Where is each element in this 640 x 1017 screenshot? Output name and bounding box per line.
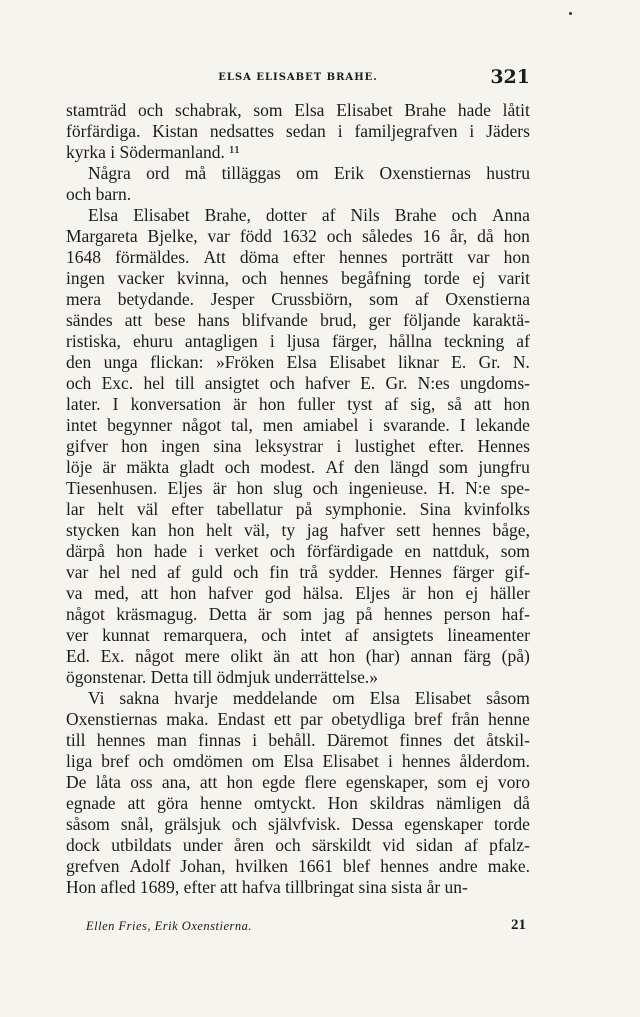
text-line: lar helt väl efter tabellatur på symphonie. Sina kvinfolks bbox=[66, 499, 530, 519]
page-header bbox=[66, 66, 530, 90]
text-line: Några ord må tilläggas om Erik Oxenstiernas hustru bbox=[88, 163, 530, 183]
text-line: liga bref och omdömen om Elsa Elisabet i hennes ålderdom. bbox=[66, 751, 530, 771]
text-line: ögonstenar. Detta till ödmjuk underrättelse.» bbox=[66, 667, 379, 687]
ink-speck bbox=[569, 12, 572, 15]
text-line: intet begynner något tal, men amiabel i svarande. I lekande bbox=[66, 415, 530, 435]
text-line: Margareta Bjelke, var född 1632 och således 16 år, då hon bbox=[66, 226, 530, 246]
text-line: var hel ned af guld och fin trå sydder. Hennes färger gif- bbox=[66, 562, 530, 582]
body-text bbox=[66, 100, 530, 898]
text-line: till hennes man finnas i behåll. Däremot finnes det åtskil- bbox=[66, 730, 530, 750]
text-line: kyrka i Södermanland. ¹¹ bbox=[66, 142, 240, 162]
sheet-number: 21 bbox=[511, 917, 526, 933]
footer-signature: Ellen Fries, Erik Oxenstierna. bbox=[86, 919, 253, 933]
text-line: Hon afled 1689, efter att hafva tillbringat sina sista år un- bbox=[66, 877, 468, 897]
text-line: grefven Adolf Johan, hvilken 1661 blef hennes andre make. bbox=[66, 856, 530, 876]
text-line: De låta oss ana, att hon egde flere egenskaper, som ej voro bbox=[66, 772, 530, 792]
text-line: Vi sakna hvarje meddelande om Elsa Elisabet såsom bbox=[88, 688, 530, 708]
running-title: ELSA ELISABET BRAHE. bbox=[218, 72, 378, 83]
text-line: något kräsmagug. Detta är som jag på hennes person haf- bbox=[66, 604, 530, 624]
text-line: Oxenstiernas maka. Endast ett par obetydliga bref från henne bbox=[66, 709, 530, 729]
text-line: Tiesenhusen. Eljes är hon slug och ingenieuse. H. N:e spe- bbox=[66, 478, 530, 498]
text-line: later. I konversation är hon fuller tyst af sig, så att hon bbox=[66, 394, 530, 414]
text-line: dock utbildats under åren och särskildt vid sidan af pfalz- bbox=[66, 835, 530, 855]
text-line: stamträd och schabrak, som Elsa Elisabet Brahe hade låtit bbox=[66, 100, 530, 120]
page-number: 321 bbox=[490, 66, 530, 88]
text-line: egnade att göra henne omtyckt. Hon skildras nämligen då bbox=[66, 793, 530, 813]
text-line: såsom snål, grälsjuk och självfvisk. Dessa egenskaper torde bbox=[66, 814, 530, 834]
text-line: ver kunnat remarquera, och intet af ansigtets lineamenter bbox=[66, 625, 530, 645]
text-line: gifver hon ingen sina leksystrar i lustighet efter. Hennes bbox=[66, 436, 530, 456]
page-footer bbox=[86, 917, 526, 937]
text-line: 1648 förmäldes. Att döma efter hennes porträtt var hon bbox=[66, 247, 530, 267]
text-line: va med, att hon hafver god hälsa. Eljes är hon ej häller bbox=[66, 583, 530, 603]
text-line: den unga flickan: »Fröken Elsa Elisabet liknar E. Gr. N. bbox=[66, 352, 530, 372]
text-line: sändes att bese hans blifvande brud, ger följande karaktä- bbox=[66, 310, 530, 330]
text-line: därpå hon hade i verket och förfärdigade en nattduk, som bbox=[66, 541, 530, 561]
text-line: löje är mäkta gladt och modest. Af den längd som jungfru bbox=[66, 457, 530, 477]
text-line: mera betydande. Jesper Crussbiörn, som af Oxenstierna bbox=[66, 289, 530, 309]
text-line: ristiska, ehuru antagligen i ljusa färger, hållna teckning af bbox=[66, 331, 530, 351]
text-line: Elsa Elisabet Brahe, dotter af Nils Brahe och Anna bbox=[88, 205, 530, 225]
text-line: och barn. bbox=[66, 184, 132, 204]
text-line: Ed. Ex. något mere olikt än att hon (har) annan färg (på) bbox=[66, 646, 530, 666]
text-line: ingen vacker kvinna, och hennes begåfning torde ej varit bbox=[66, 268, 530, 288]
text-line: stycken kan hon helt väl, ty jag hafver sett hennes båge, bbox=[66, 520, 530, 540]
text-line: förfärdiga. Kistan nedsattes sedan i familjegrafven i Jäders bbox=[66, 121, 530, 141]
text-line: och Exc. hel till ansigtet och hafver E. Gr. N:es ungdoms- bbox=[66, 373, 530, 393]
